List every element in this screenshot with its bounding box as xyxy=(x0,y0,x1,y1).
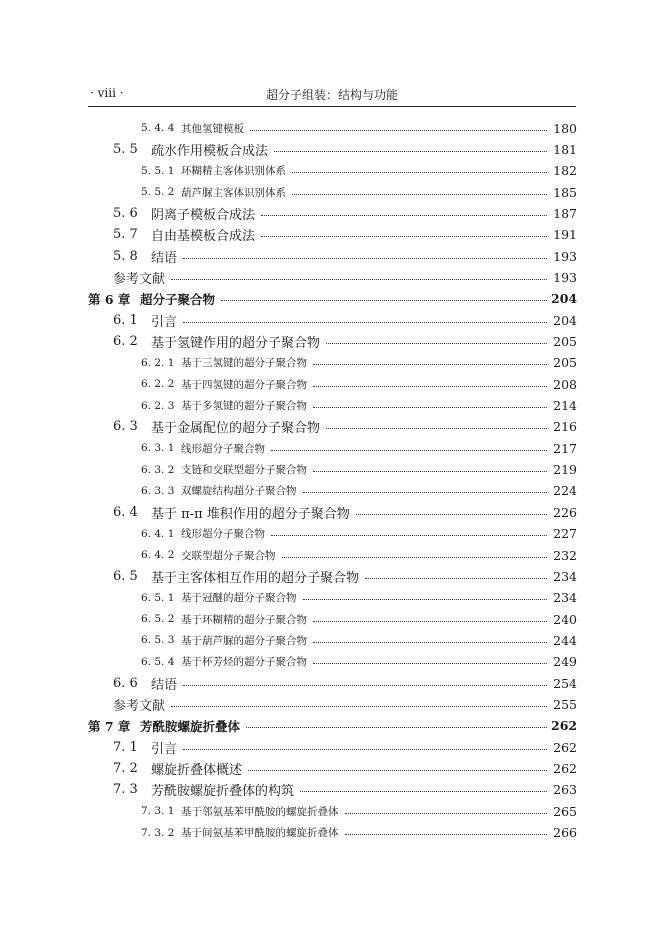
toc-entry-title: 环糊精主客体识别体系 xyxy=(181,165,286,178)
toc-entry-title: 线形超分子聚合物 xyxy=(181,442,265,455)
toc-entry-page: 181 xyxy=(553,141,577,157)
toc-entry[interactable] xyxy=(141,588,577,608)
toc-entry-page: 244 xyxy=(553,632,577,648)
toc-entry-page: 204 xyxy=(551,291,578,307)
toc-entry-number: 5. 4. 4 xyxy=(141,122,175,134)
toc-entry[interactable] xyxy=(113,502,577,522)
toc-entry-page: 249 xyxy=(553,654,577,670)
toc-leader-dots xyxy=(313,386,547,387)
toc-entry-title: 基于四氢键的超分子聚合物 xyxy=(181,378,307,391)
toc-entry-title: 基于金属配位的超分子聚合物 xyxy=(151,421,321,437)
toc-entry-number: 6. 4 xyxy=(113,504,138,520)
toc-entry-title: 芳酰胺螺旋折叠体的构筑 xyxy=(151,784,295,800)
toc-entry[interactable] xyxy=(113,246,577,266)
toc-entry[interactable] xyxy=(141,481,577,501)
toc-entry-title: 芳酰胺螺旋折叠体 xyxy=(140,718,241,734)
toc-leader-dots xyxy=(171,279,547,280)
toc-entry-page: 216 xyxy=(553,419,577,435)
toc-entry-number: 6. 5 xyxy=(113,568,138,584)
toc-entry-page: 205 xyxy=(553,334,577,349)
toc-entry[interactable] xyxy=(113,310,577,330)
toc-leader-dots xyxy=(221,300,547,301)
toc-entry-page: 255 xyxy=(553,696,577,712)
toc-entry[interactable] xyxy=(141,823,577,843)
toc-entry-page: 224 xyxy=(553,483,577,499)
toc-entry-page: 193 xyxy=(553,269,577,285)
toc-entry[interactable] xyxy=(113,139,577,159)
toc-entry-title: 基于冠醚的超分子聚合物 xyxy=(181,592,297,605)
toc-entry[interactable] xyxy=(141,374,577,394)
toc-entry-page: 214 xyxy=(553,398,577,414)
toc-entry-number: 5. 8 xyxy=(113,248,138,264)
toc-entry-title: 线形超分子聚合物 xyxy=(181,528,265,541)
toc-entry[interactable] xyxy=(113,673,577,693)
toc-entry-number: 6. 4. 1 xyxy=(141,527,175,540)
toc-entry-number: 7. 3. 2 xyxy=(141,826,175,839)
toc-entry-title: 双螺旋结构超分子聚合物 xyxy=(181,485,297,498)
toc-entry-number: 6. 3. 3 xyxy=(141,484,175,497)
toc-entry-title: 基于多氢键的超分子聚合物 xyxy=(181,400,307,413)
toc-entry-number: 6. 5. 2 xyxy=(141,613,175,626)
toc-leader-dots xyxy=(326,343,547,344)
toc-leader-dots xyxy=(250,130,547,131)
toc-leader-dots xyxy=(271,450,547,451)
toc-entry[interactable] xyxy=(141,161,577,181)
toc-entry-title: 基于氢键作用的超分子聚合物 xyxy=(151,336,321,351)
toc-entry-number: 6. 2 xyxy=(113,334,138,349)
toc-entry[interactable] xyxy=(141,545,577,565)
toc-entry-title: 基于邻氨基苯甲酰胺的螺旋折叠体 xyxy=(181,805,339,818)
toc-entry-title: 交联型超分子聚合物 xyxy=(181,549,276,562)
toc-leader-dots xyxy=(303,599,548,600)
toc-entry[interactable] xyxy=(141,801,577,821)
toc-entry-number: 7. 3 xyxy=(113,782,138,798)
toc-leader-dots xyxy=(326,428,547,429)
toc-leader-dots xyxy=(356,514,547,515)
toc-entry-number: 6. 2. 1 xyxy=(141,356,175,369)
toc-entry-number: 6. 2. 2 xyxy=(141,378,175,391)
toc-entry-page: 254 xyxy=(553,675,577,691)
toc-entry-title: 阴离子模板合成法 xyxy=(151,207,256,223)
toc-leader-dots xyxy=(171,706,547,707)
toc-entry-title: 参考文献 xyxy=(113,698,166,714)
toc-entry[interactable] xyxy=(113,203,577,223)
toc-leader-dots xyxy=(248,770,547,771)
toc-entry[interactable] xyxy=(141,652,577,672)
toc-entry-page: 191 xyxy=(553,227,577,243)
toc-entry[interactable] xyxy=(113,332,577,352)
toc-entry-number: 7. 2 xyxy=(113,761,138,776)
toc-leader-dots xyxy=(261,236,547,237)
toc-entry-page: 180 xyxy=(553,120,577,136)
toc-entry-page: 208 xyxy=(553,376,577,392)
toc-entry[interactable] xyxy=(88,716,577,736)
toc-entry-title: 其他氢键模板 xyxy=(181,122,244,135)
toc-entry-title: 基于间氨基苯甲酰胺的螺旋折叠体 xyxy=(181,827,339,840)
toc-entry-number: 6. 2. 3 xyxy=(141,399,175,412)
toc-leader-dots xyxy=(292,194,547,195)
running-title: 超分子组装：结构与功能 xyxy=(265,88,398,102)
toc-entry[interactable] xyxy=(141,524,577,544)
toc-entry-title: 螺旋折叠体概述 xyxy=(151,763,243,778)
toc-entry-title: 基于杯芳烃的超分子聚合物 xyxy=(181,656,307,669)
toc-entry-page: 187 xyxy=(553,205,577,221)
toc-entry-number: 5. 5. 2 xyxy=(141,186,175,199)
toc-entry-title: 引言 xyxy=(151,741,178,757)
toc-entry-title: 基于葫芦脲的超分子聚合物 xyxy=(181,634,307,647)
toc-entry-title: 疏水作用模板合成法 xyxy=(151,143,269,159)
toc-entry-title: 基于三氢键的超分子聚合物 xyxy=(181,357,307,370)
toc-leader-dots xyxy=(274,151,547,152)
toc-entry-page: 226 xyxy=(553,504,577,520)
toc-leader-dots xyxy=(345,834,548,835)
toc-entry-title: 基于主客体相互作用的超分子聚合物 xyxy=(151,570,360,586)
toc-entry-page: 240 xyxy=(553,611,577,627)
toc-entry-number: 6. 3. 1 xyxy=(141,442,175,455)
toc-entry-title: 葫芦脲主客体识别体系 xyxy=(181,186,286,199)
toc-leader-dots xyxy=(303,492,548,493)
toc-entry-number: 6. 5. 3 xyxy=(141,634,175,647)
toc-entry-title: 结语 xyxy=(151,677,178,693)
toc-entry[interactable] xyxy=(113,225,577,245)
toc-entry-page: 262 xyxy=(551,718,578,734)
toc-entry-title: 参考文献 xyxy=(113,271,166,287)
toc-leader-dots xyxy=(282,557,548,558)
page-number: · viii · xyxy=(90,86,124,100)
toc-entry[interactable] xyxy=(141,118,577,138)
toc-leader-dots xyxy=(313,642,547,643)
toc-entry[interactable] xyxy=(141,460,577,480)
toc-leader-dots xyxy=(313,364,547,365)
toc-entry[interactable] xyxy=(113,694,577,714)
toc-entry-page: 182 xyxy=(553,163,577,179)
toc-entry-number: 6. 4. 2 xyxy=(141,549,175,561)
toc-entry[interactable] xyxy=(113,566,577,586)
toc-entry-page: 234 xyxy=(553,568,577,584)
toc-entry-page: 266 xyxy=(553,825,577,841)
toc-leader-dots xyxy=(183,322,547,323)
toc-entry-title: 支链和交联型超分子聚合物 xyxy=(181,464,307,477)
toc-entry-page: 262 xyxy=(553,739,577,755)
toc-leader-dots xyxy=(313,663,547,664)
toc-entry-number: 5. 7 xyxy=(113,227,138,243)
toc-entry-page: 217 xyxy=(553,440,577,456)
toc-entry[interactable] xyxy=(113,417,577,437)
toc-entry-page: 185 xyxy=(553,184,577,200)
toc-leader-dots xyxy=(313,621,547,622)
toc-entry-number: 6. 3 xyxy=(113,419,138,435)
toc-entry-number: 7. 1 xyxy=(113,739,138,755)
toc-entry-page: 227 xyxy=(553,526,577,542)
toc-entry-page: 265 xyxy=(553,803,577,819)
toc-entry-title: 结语 xyxy=(151,250,178,266)
toc-entry-title: 基于 π-π 堆积作用的超分子聚合物 xyxy=(151,506,350,522)
toc-leader-dots xyxy=(271,535,547,536)
toc-entry[interactable] xyxy=(113,759,577,779)
toc-leader-dots xyxy=(246,727,547,728)
toc-leader-dots xyxy=(365,578,547,579)
toc-entry[interactable] xyxy=(113,780,577,800)
toc-entry-number: 第 6 章 xyxy=(88,291,131,307)
running-header xyxy=(88,86,576,107)
toc-entry[interactable] xyxy=(141,182,577,202)
toc-entry[interactable] xyxy=(141,353,577,373)
toc-leader-dots xyxy=(292,172,547,173)
toc-entry-number: 6. 6 xyxy=(113,675,138,691)
toc-entry-number: 5. 6 xyxy=(113,205,138,221)
toc-entry-page: 262 xyxy=(553,761,577,776)
toc-leader-dots xyxy=(313,407,547,408)
toc-entry[interactable] xyxy=(141,438,577,458)
toc-entry-number: 6. 1 xyxy=(113,312,138,328)
toc-entry-page: 193 xyxy=(553,248,577,264)
toc-entry-page: 263 xyxy=(553,782,577,798)
toc-leader-dots xyxy=(183,685,547,686)
toc-leader-dots xyxy=(183,749,547,750)
toc-entry-title: 超分子聚合物 xyxy=(140,291,216,307)
toc-entry-title: 自由基模板合成法 xyxy=(151,229,256,245)
toc-entry[interactable] xyxy=(141,630,577,650)
toc-leader-dots xyxy=(300,791,547,792)
toc-entry-page: 234 xyxy=(553,590,577,606)
toc-entry-number: 7. 3. 1 xyxy=(141,805,175,818)
toc-leader-dots xyxy=(261,215,547,216)
toc-leader-dots xyxy=(183,258,547,259)
toc-entry-number: 5. 5 xyxy=(113,141,138,157)
toc-entry[interactable] xyxy=(113,737,577,757)
toc-entry[interactable] xyxy=(113,267,577,287)
toc-entry[interactable] xyxy=(141,396,577,416)
toc-entry-page: 205 xyxy=(553,355,577,371)
toc-leader-dots xyxy=(345,813,548,814)
toc-entry-number: 5. 5. 1 xyxy=(141,164,175,177)
toc-leader-dots xyxy=(313,471,547,472)
toc-entry-number: 6. 3. 2 xyxy=(141,463,175,476)
toc-entry-title: 基于环糊精的超分子聚合物 xyxy=(181,613,307,626)
toc-entry-number: 6. 5. 1 xyxy=(141,591,175,604)
toc-entry-number: 第 7 章 xyxy=(88,718,131,734)
toc-entry-page: 204 xyxy=(553,312,577,328)
toc-entry-title: 引言 xyxy=(151,314,178,330)
toc-entry[interactable] xyxy=(141,609,577,629)
toc-entry-page: 232 xyxy=(553,547,577,563)
toc-entry-number: 6. 5. 4 xyxy=(141,655,175,668)
toc-entry-page: 219 xyxy=(553,462,577,478)
toc-entry[interactable] xyxy=(88,289,577,309)
